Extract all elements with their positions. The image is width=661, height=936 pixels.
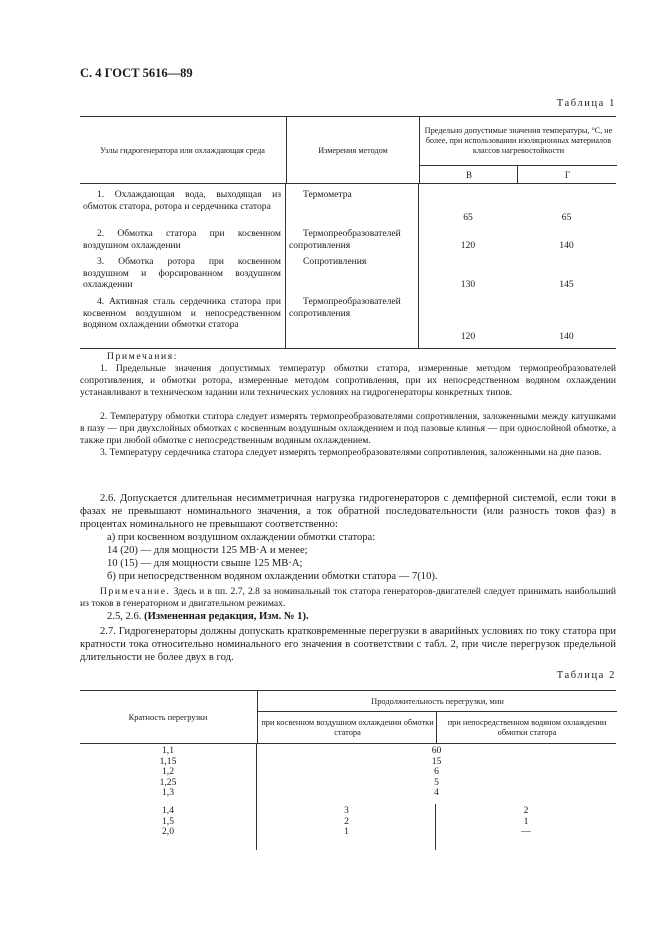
table2-air: 3: [344, 805, 349, 816]
table2-row: [80, 788, 616, 798]
table2-row: [80, 746, 616, 756]
table1-method: Сопротивления: [303, 256, 367, 267]
note-item: 1. Предельные значения допустимых температур обмотки статора, измеренные методом термопреобразователей сопротивления, и обмотки ротора, измеренные методом сопротивления, при их непосредственном водяном охлаждении устанавливают в техническом задании или технических условиях на гидрогенераторы конкретных типов.: [80, 363, 616, 398]
clause-2-6-a2: 10 (15) — для мощности свыше 125 МВ·А;: [107, 558, 303, 569]
table1-value-g: 65: [561, 212, 572, 223]
table2-k: 1,2: [162, 766, 174, 777]
table1-label: Таблица 1: [556, 98, 616, 109]
note-item: 3. Температуру сердечника статора следует измерять термопреобразователями сопротивления, заложенными на дне пазов.: [100, 447, 602, 458]
table1-col-method: Измерения методом: [286, 117, 419, 183]
note-2-6-text: Здесь и в пп. 2.7, 2.8 за номинальный ток статора генераторов-двигателей следует принимать наибольший из токов в генераторном и двигательном режимах.: [80, 586, 616, 609]
page-header: С. 4 ГОСТ 5616—89: [80, 66, 193, 80]
table2-k: 1,4: [162, 805, 174, 816]
table1-body: [80, 184, 616, 349]
clause-2-6-a: а) при косвенном воздушном охлаждении обмотки статора:: [107, 532, 376, 543]
table2-k: 1,3: [162, 787, 174, 798]
note-item: 2. Температуру обмотки статора следует измерять термопреобразователями сопротивления, заложенными между катушками в пазу — при двухслойных обмотках с косвенным воздушным охлаждением и под пазовые клинья — при однослойной обмотке, а также при любой обмотке с непосредственным водяным охлаждением.: [80, 411, 616, 446]
table1-node: 2. Обмотка статора при косвенном воздушном охлаждении: [83, 228, 281, 251]
table2-row: [80, 767, 616, 777]
table1-header: [80, 116, 616, 184]
table2-water: —: [521, 826, 531, 837]
table2-air: 1: [344, 826, 349, 837]
table2-duration: 4: [434, 787, 439, 798]
table2-duration: 5: [434, 776, 439, 788]
table2-col-air: при косвенном воздушном охлаждении обмотки статора: [257, 711, 437, 744]
note-2-6-label: Примечание.: [100, 586, 171, 597]
table1-method: Термопреобразователей сопротивления: [289, 296, 401, 319]
amended-note: 2.5, 2.6. (Измененная редакция, Изм. № 1).: [107, 611, 309, 622]
table1-col-class-g: Г: [517, 165, 617, 184]
table2-header: [80, 690, 616, 744]
table2-row: [80, 757, 616, 767]
table2-col-water: при непосредственном водяном охлаждении обмотки статора: [436, 711, 617, 744]
table1-value-b: 120: [460, 331, 476, 342]
table2-row: [80, 778, 616, 788]
table2-col-k: Кратность перегрузки: [128, 712, 208, 722]
table1-node: 1. Охлаждающая вода, выходящая из обмоток статора, ротора и сердечника статора: [83, 189, 281, 212]
table2-body: [80, 744, 616, 850]
clause-2-6-a1: 14 (20) — для мощности 125 МВ·А и менее;: [107, 545, 308, 556]
note-2-6: [80, 586, 616, 610]
table1-value-b: 120: [460, 240, 476, 251]
table1-value-b: 65: [463, 212, 473, 223]
table2-k: 1,5: [162, 815, 174, 827]
table1-method: Термопреобразователей сопротивления: [289, 228, 401, 251]
table2-water: 1: [523, 815, 529, 827]
table2-duration: 6: [434, 766, 439, 777]
table2-col-duration: Продолжительность перегрузки, мин: [257, 691, 617, 711]
table2-k: 1,25: [159, 776, 177, 788]
table1-col-node: Узлы гидрогенератора или охлаждающая среда: [100, 145, 265, 155]
table2-duration: 15: [431, 755, 442, 767]
table2-label: Таблица 2: [556, 670, 616, 681]
table2: [80, 690, 616, 850]
table2-k: 2,0: [162, 826, 174, 837]
table2-water: 2: [523, 805, 529, 816]
table1-value-g: 140: [559, 331, 574, 342]
table1-method: Термометра: [303, 189, 352, 200]
clause-2-6: 2.6. Допускается длительная несимметричная нагрузка гидрогенераторов с демпферной системой, если токи в фазах не превышают номинального значения, а ток обратной последовательности (или разность токов фаз) в процентах номинального не превышают соответственно:: [80, 493, 616, 531]
table2-row: [80, 806, 616, 816]
table2-row: [80, 827, 616, 837]
table2-k: 1,15: [159, 755, 177, 767]
notes-title: Примечания:: [107, 351, 178, 362]
table1-value-b: 130: [460, 279, 476, 290]
table1-node: 4. Активная сталь сердечника статора при косвенном воздушном и непосредственном водяном охлаждении обмотки статора: [83, 296, 281, 331]
table1-value-g: 140: [559, 240, 574, 251]
table1: [80, 116, 616, 349]
table2-duration: 60: [431, 745, 442, 756]
table2-air: 2: [344, 815, 349, 827]
table1-col-limit: Предельно допустимые значения температуры, °С, не более, при использовании изоляционных материалов классов нагревостойкости: [419, 117, 617, 165]
table2-k: 1,1: [162, 745, 174, 756]
table1-col-class-b: В: [419, 165, 518, 184]
table1-node: 3. Обмотка ротора при косвенном воздушном и форсированном воздушном охлаждении: [83, 256, 281, 291]
clause-2-6-b: б) при непосредственном водяном охлаждении обмотки статора — 7(10).: [107, 571, 438, 582]
clause-2-7: 2.7. Гидрогенераторы должны допускать кратковременные перегрузки в аварийных условиях по току статора при кратности тока относительно номинального его значения в соответствии с табл. 2, при числе перегрузок предельной длительности не более двух в год.: [80, 626, 616, 664]
table1-value-g: 145: [559, 279, 574, 290]
